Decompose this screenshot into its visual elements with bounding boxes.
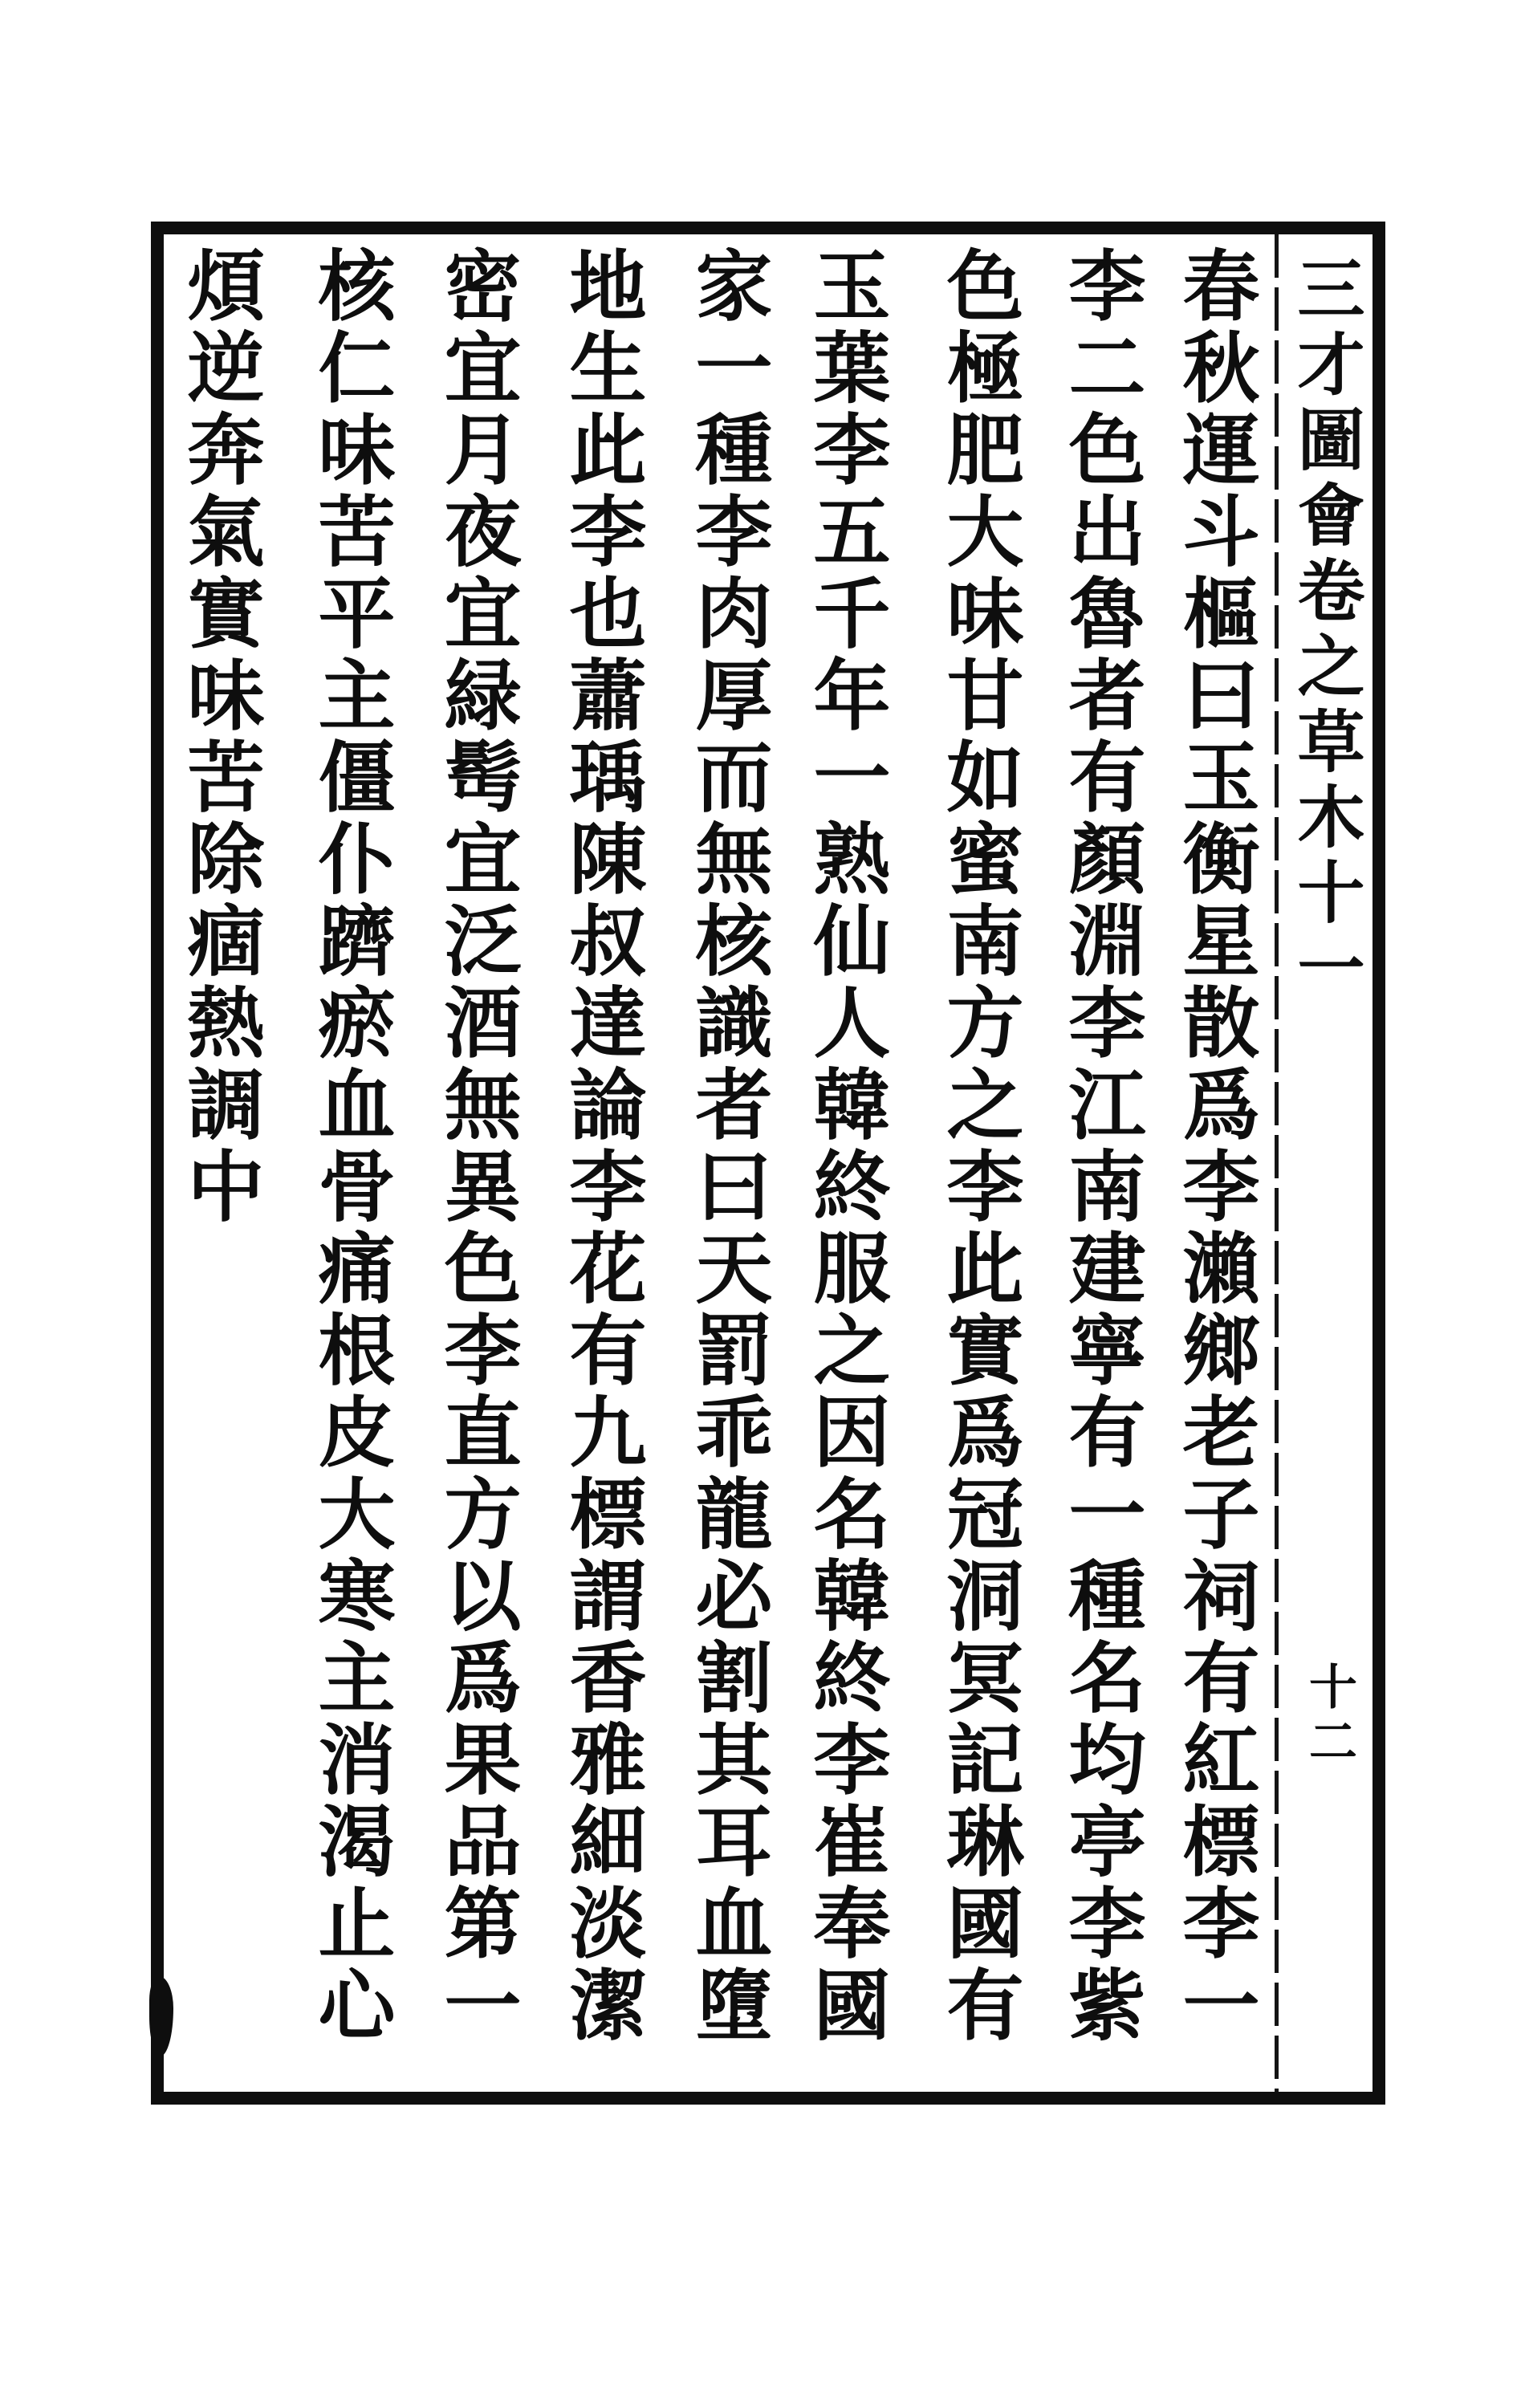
text-column: 春秋運斗樞曰玉衡星散爲李瀨鄉老子祠有紅標李一	[1170, 246, 1261, 2047]
text-column: 色極肥大味甘如蜜南方之李此實爲冠洞冥記琳國有	[934, 246, 1025, 2047]
text-column: 玉葉李五千年一熟仙人韓終服之因名韓終李崔奉國	[801, 246, 892, 2047]
text-column: 地生此李也蕭瑀陳叔達論李花有九標謂香雅細淡潔	[557, 246, 648, 2047]
title-separator-rule	[1275, 234, 1279, 2092]
text-column: 核仁味苦平主僵仆躋瘀血骨痛根皮大寒主消渴止心	[306, 246, 396, 2047]
text-column: 李二色出魯者有顏淵李江南建寧有一種名均亭李紫	[1056, 246, 1147, 2047]
text-column: 家一種李肉厚而無核識者曰天罰乖龍必割其耳血墮	[683, 246, 774, 2047]
page-number: 十二	[1301, 1662, 1357, 1771]
page-frame	[151, 222, 1385, 2105]
text-column: 密宜月夜宜緑髩宜泛酒無異色李直方以爲果品第一	[432, 246, 523, 2047]
text-column: 煩逆奔氣實味苦除痼熱調中	[175, 246, 266, 1228]
volume-title: 三才圖會卷之草木十一	[1287, 254, 1366, 1008]
